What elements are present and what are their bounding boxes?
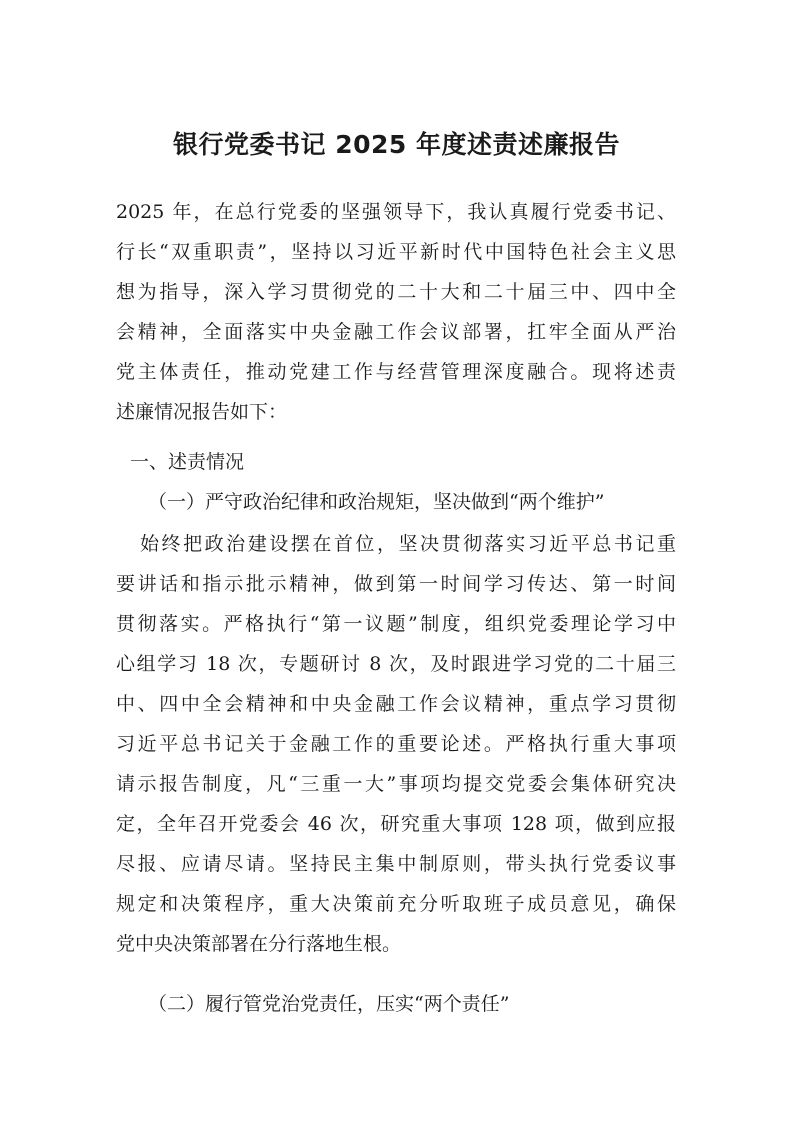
document-title: 银行党委书记 2025 年度述责述廉报告 xyxy=(173,130,620,159)
paragraph-line: 心组学习 18 次，专题研讨 8 次，及时跟进学习党的二十届三 xyxy=(116,653,676,675)
paragraph-line: 述廉情况报告如下： xyxy=(116,401,288,423)
paragraph-line: 习近平总书记关于金融工作的重要论述。严格执行重大事项 xyxy=(116,733,676,755)
paragraph-line: 始终把政治建设摆在首位，坚决贯彻落实习近平总书记重 xyxy=(140,533,676,555)
subsection-heading: （二）履行管党治党责任，压实“两个责任” xyxy=(148,993,510,1015)
paragraph-line: 请示报告制度，凡“三重一大”事项均提交党委会集体研究决 xyxy=(116,773,676,795)
paragraph-line: 定，全年召开党委会 46 次，研究重大事项 128 项，做到应报 xyxy=(116,813,676,835)
paragraph-line: 行长“双重职责”，坚持以习近平新时代中国特色社会主义思 xyxy=(116,241,676,263)
paragraph-line: 党中央决策部署在分行落地生根。 xyxy=(116,933,402,955)
paragraph-line: 党主体责任，推动党建工作与经营管理深度融合。现将述责 xyxy=(116,361,676,383)
paragraph-line: 贯彻落实。严格执行“第一议题”制度，组织党委理论学习中 xyxy=(116,613,676,635)
paragraph-line: 会精神，全面落实中央金融工作会议部署，扛牢全面从严治 xyxy=(116,321,676,343)
paragraph-line: 尽报、应请尽请。坚持民主集中制原则，带头执行党委议事 xyxy=(116,853,676,875)
paragraph-line: 2025 年，在总行党委的坚强领导下，我认真履行党委书记、 xyxy=(116,201,676,223)
paragraph-line: 想为指导，深入学习贯彻党的二十大和二十届三中、四中全 xyxy=(116,281,676,303)
paragraph-line: 要讲话和指示批示精神，做到第一时间学习传达、第一时间 xyxy=(116,573,676,595)
paragraph-line: 中、四中全会精神和中央金融工作会议精神，重点学习贯彻 xyxy=(116,693,676,715)
paragraph-line: 规定和决策程序，重大决策前充分听取班子成员意见，确保 xyxy=(116,893,676,915)
subsection-heading: （一）严守政治纪律和政治规矩，坚决做到“两个维护” xyxy=(148,491,605,513)
section-heading: 一、述责情况 xyxy=(130,451,245,473)
